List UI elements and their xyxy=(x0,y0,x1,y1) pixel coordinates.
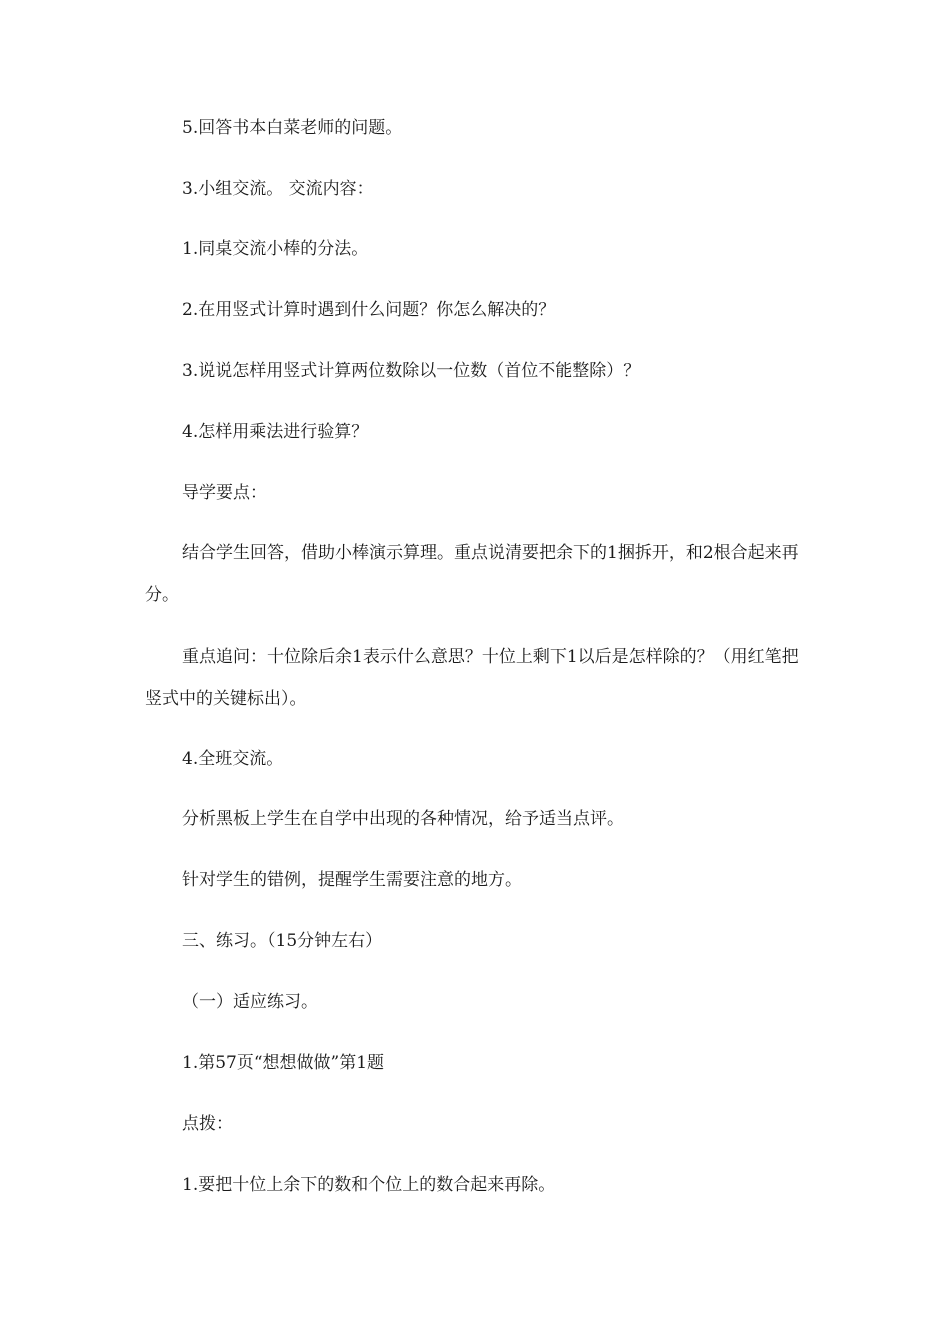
paragraph-adaptive-practice: （一）适应练习。 xyxy=(182,992,318,1012)
paragraph-guidance-body: 结合学生回答，借助小棒演示算理。重点说清要把余下的1捆拆开，和2根合起来再分。 xyxy=(145,543,799,605)
paragraph-tip-1: 1.要把十位上余下的数和个位上的数合起来再除。 xyxy=(182,1175,556,1195)
paragraph-group-discussion: 3.小组交流。 交流内容： xyxy=(182,179,374,199)
paragraph-practice-heading: 三、练习。（15分钟左右） xyxy=(182,931,383,951)
paragraph-discussion-item-2: 2.在用竖式计算时遇到什么问题？你怎么解决的？ xyxy=(182,300,556,320)
paragraph-discussion-item-4: 4.怎样用乘法进行验算？ xyxy=(182,422,369,442)
paragraph-exercise-reference: 1.第57页“想想做做”第1题 xyxy=(182,1053,385,1073)
paragraph-key-question: 重点追问：十位除后余1表示什么意思？十位上剩下1以后是怎样除的？（用红笔把竖式中的关键标出）。 xyxy=(145,647,799,709)
paragraph-answer-question: 5.回答书本白菜老师的问题。 xyxy=(182,118,403,138)
paragraph-class-discussion: 4.全班交流。 xyxy=(182,749,284,769)
paragraph-guidance-heading: 导学要点： xyxy=(182,483,267,503)
paragraph-tips-heading: 点拨： xyxy=(182,1114,233,1134)
paragraph-discussion-item-3: 3.说说怎样用竖式计算两位数除以一位数（首位不能整除）？ xyxy=(182,361,641,381)
paragraph-discussion-item-1: 1.同桌交流小棒的分法。 xyxy=(182,239,369,259)
paragraph-error-reminder: 针对学生的错例，提醒学生需要注意的地方。 xyxy=(182,870,522,890)
paragraph-analysis: 分析黑板上学生在自学中出现的各种情况，给予适当点评。 xyxy=(182,809,624,829)
